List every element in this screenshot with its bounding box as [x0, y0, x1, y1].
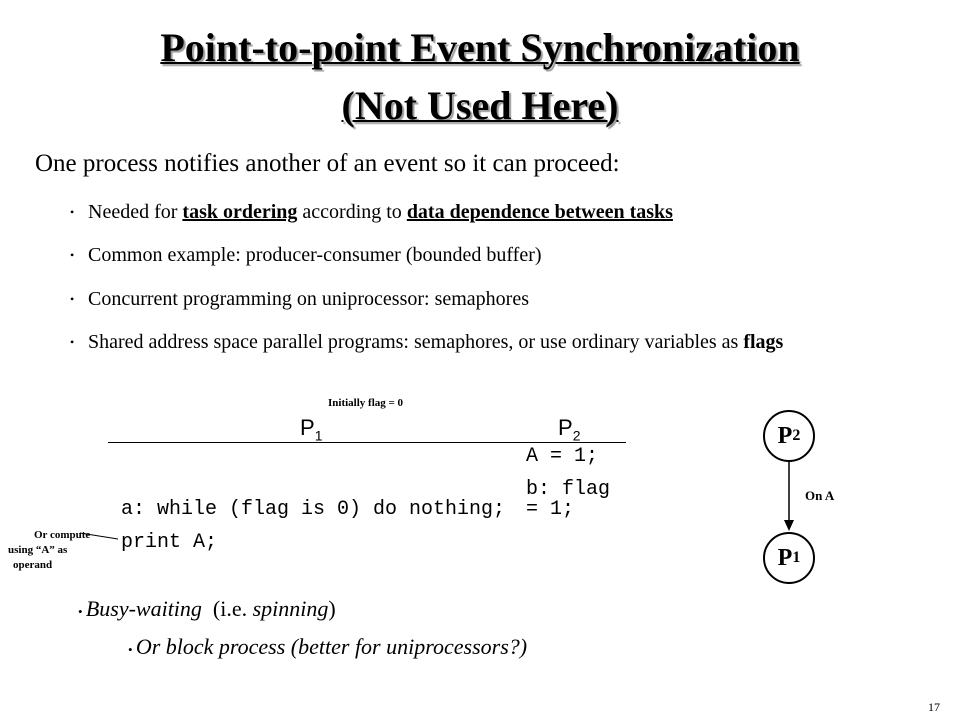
node-p1: [763, 532, 815, 584]
bullet-dot: •: [70, 335, 75, 349]
emphasis-term: task ordering: [182, 201, 298, 223]
busy-waiting-term: Busy-waiting: [85, 596, 202, 621]
node-label: P: [777, 544, 793, 571]
node-subscript: 2: [792, 427, 801, 444]
node-p2: [763, 410, 815, 462]
bullet-dot: •: [78, 604, 86, 619]
bullet-text: Concurrent programming on uniprocessor: semaphores: [88, 288, 530, 310]
header-base: P: [558, 415, 573, 440]
header-subscript: 1: [314, 427, 323, 444]
block-process-bullet: [128, 633, 527, 664]
code-line-p2: b: flag: [526, 478, 611, 501]
busy-waiting-bullet: [78, 595, 336, 626]
bullet-text-part: according to: [297, 201, 407, 223]
bullet-text-part: Shared address space parallel programs: semaphores, or use ordinary variables as: [88, 331, 744, 353]
code-line-p2: = 1;: [526, 498, 575, 521]
spinning-term: spinning: [252, 596, 329, 621]
bullet-text: Common example: producer-consumer (bounded buffer): [88, 244, 542, 266]
bullet-dot: •: [128, 642, 136, 657]
code-caption: Initially flag = 0: [328, 397, 404, 409]
slide-title-line2: (Not Used Here): [341, 83, 619, 128]
bullet-dot: •: [70, 205, 75, 219]
slide-number: 17: [928, 700, 940, 714]
block-process-text: Or block process (better for uniprocessors?): [135, 634, 528, 659]
arrowhead-icon: [784, 520, 794, 531]
bullet-dot: •: [70, 292, 75, 306]
side-note-line: Or compute: [34, 529, 91, 541]
slide-title-line1: Point-to-point Event Synchronization: [160, 25, 800, 70]
code-line-p1: print A;: [121, 531, 218, 554]
side-note-line: using “A” as: [8, 544, 68, 556]
bullet-text-part: (i.e.: [212, 596, 253, 621]
bullet-dot: •: [70, 248, 75, 262]
edge-label: On A: [805, 488, 835, 503]
node-subscript: 1: [792, 549, 801, 566]
code-line-p2: A = 1;: [526, 445, 599, 468]
bullet-text-part: ): [328, 596, 336, 621]
header-subscript: 2: [572, 427, 581, 444]
header-base: P: [300, 415, 315, 440]
emphasis-term: data dependence between tasks: [406, 201, 673, 223]
node-label: P: [777, 422, 793, 449]
code-line-p1: a: while (flag is 0) do nothing;: [121, 498, 506, 521]
side-note-line: operand: [13, 559, 53, 571]
side-note-pointer: [80, 533, 118, 539]
emphasis-term: flags: [743, 331, 784, 353]
bullet-text-part: Needed for: [88, 201, 183, 223]
slide-subtitle: One process notifies another of an event so it can proceed:: [35, 150, 620, 177]
